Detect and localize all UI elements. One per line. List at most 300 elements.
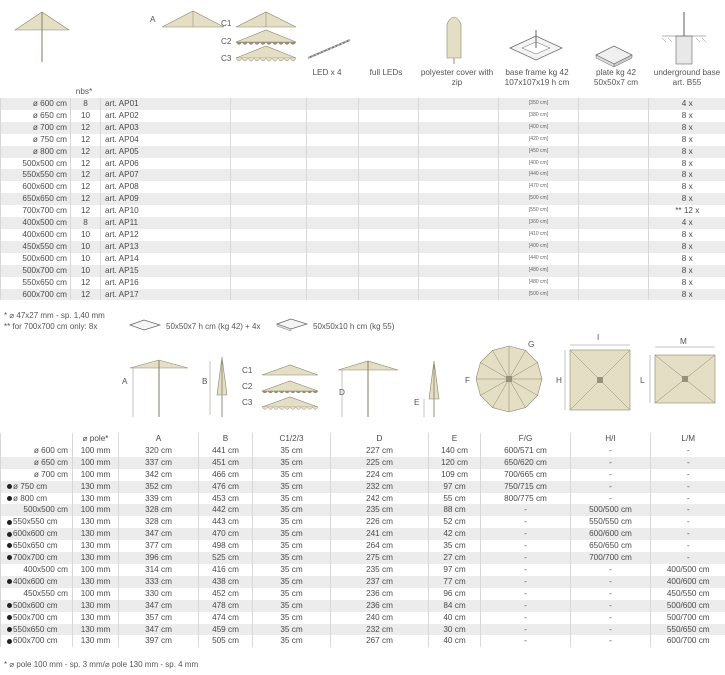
label-full-leds: full LEDs — [369, 68, 403, 77]
led-strip-icon — [308, 40, 350, 58]
a-cell — [231, 146, 307, 158]
full-led-cell — [419, 241, 499, 253]
nbs-cell: 8 — [71, 98, 101, 110]
lm-cell: - — [651, 457, 725, 469]
pole-cell: 130 mm — [73, 612, 119, 624]
full-led-cell — [419, 181, 499, 193]
pole-cell: 130 mm — [73, 481, 119, 493]
d-cell: 224 cm — [331, 469, 429, 481]
article-cell: art. AP03 — [101, 122, 231, 134]
dim-label-f: F — [465, 376, 471, 385]
size-cell: 550x650 cm — [1, 277, 71, 289]
lm-cell: - — [651, 481, 725, 493]
c-cell: 35 cm — [253, 600, 331, 612]
article-cell: art. AP09 — [101, 193, 231, 205]
b-cell: 498 cm — [199, 540, 253, 552]
cover-cell: [410 cm] — [499, 229, 579, 241]
table-row — [1, 635, 725, 647]
b-cell: 438 cm — [199, 576, 253, 588]
led-cell — [359, 181, 419, 193]
cover-cell: [550 cm] — [499, 205, 579, 217]
table-row — [1, 552, 725, 564]
note-1: * ⌀ 47x27 mm - sp. 1,40 mm — [4, 311, 105, 320]
pole-130-marker-icon — [7, 579, 12, 584]
size-label: 500x600 cm — [13, 600, 58, 610]
a-cell: 347 cm — [119, 600, 199, 612]
cover-cell: [470 cm] — [499, 181, 579, 193]
size-label: 500x700 cm — [13, 612, 58, 622]
base-frame-cell — [579, 98, 649, 110]
a-cell — [231, 265, 307, 277]
cover-cell: [480 cm] — [499, 265, 579, 277]
fg-cell: - — [481, 576, 571, 588]
dim-fg-icon — [476, 346, 542, 412]
led-cell — [359, 134, 419, 146]
label-nbs: nbs* — [75, 87, 93, 96]
base-frame-cell — [579, 229, 649, 241]
umbrella-icon — [15, 12, 69, 62]
table-row — [1, 576, 725, 588]
cover-cell: [400 cm] — [499, 158, 579, 170]
a-cell — [231, 122, 307, 134]
note-2a: ** for 700x700 cm only: 8x — [4, 322, 98, 331]
e-cell: 40 cm — [429, 612, 481, 624]
fg-cell: - — [481, 528, 571, 540]
hi-cell: 550/550 cm — [571, 516, 651, 528]
cover-cell: [480 cm] — [499, 277, 579, 289]
a-cell — [231, 253, 307, 265]
column-header: A — [119, 433, 199, 445]
dim-label-d: D — [339, 388, 345, 397]
pole-cell: 130 mm — [73, 635, 119, 647]
size-cell — [1, 516, 73, 528]
full-led-cell — [419, 253, 499, 265]
table-row — [1, 540, 725, 552]
article-cell: art. AP14 — [101, 253, 231, 265]
b-cell: 452 cm — [199, 588, 253, 600]
plate-cell: 8 x — [649, 146, 725, 158]
lm-cell: - — [651, 469, 725, 481]
label-plate: plate kg 42 50x50x7 cm — [593, 68, 639, 87]
c-cell: 35 cm — [253, 540, 331, 552]
a-cell: 397 cm — [119, 635, 199, 647]
full-led-cell — [419, 265, 499, 277]
a-cell — [231, 181, 307, 193]
d-cell: 267 cm — [331, 635, 429, 647]
size-label: 400x600 cm — [13, 576, 58, 586]
table-row — [1, 110, 725, 122]
article-cell: art. AP16 — [101, 277, 231, 289]
full-led-cell — [419, 217, 499, 229]
d-cell: 242 cm — [331, 493, 429, 505]
size-label: ø 600 cm — [33, 445, 68, 455]
size-label: 650x650 cm — [13, 541, 58, 551]
base-frame-cell — [579, 169, 649, 181]
size-cell — [1, 445, 73, 457]
pole-cell: 100 mm — [73, 445, 119, 457]
full-led-cell — [419, 169, 499, 181]
c-cell: 35 cm — [253, 528, 331, 540]
article-cell: art. AP10 — [101, 205, 231, 217]
lm-cell: - — [651, 493, 725, 505]
a-cell: 357 cm — [119, 612, 199, 624]
plate-cell: 8 x — [649, 169, 725, 181]
cover-cell: [400 cm] — [499, 122, 579, 134]
c-cell — [307, 241, 359, 253]
d-cell: 264 cm — [331, 540, 429, 552]
lm-cell: 600/700 cm — [651, 635, 725, 647]
cover-cell: [500 cm] — [499, 193, 579, 205]
pole-130-marker-icon — [7, 543, 12, 548]
base-frame-cell — [579, 134, 649, 146]
cover-cell: [400 cm] — [499, 241, 579, 253]
size-cell — [1, 576, 73, 588]
b-cell: 443 cm — [199, 516, 253, 528]
fg-cell: - — [481, 635, 571, 647]
led-cell — [359, 169, 419, 181]
table-row — [1, 588, 725, 600]
label-led: LED x 4 — [312, 68, 342, 77]
plate-cell: 8 x — [649, 253, 725, 265]
c-cell: 35 cm — [253, 457, 331, 469]
fg-cell: - — [481, 564, 571, 576]
table-row — [1, 600, 725, 612]
led-cell — [359, 193, 419, 205]
cover-cell: [440 cm] — [499, 253, 579, 265]
article-cell: art. AP02 — [101, 110, 231, 122]
led-cell — [359, 110, 419, 122]
size-cell — [1, 540, 73, 552]
fg-cell: - — [481, 588, 571, 600]
table-row — [1, 241, 725, 253]
plate-cell: ** 12 x — [649, 205, 725, 217]
c-cell — [307, 205, 359, 217]
plate-thick-icon — [275, 318, 311, 332]
full-led-cell — [419, 193, 499, 205]
table-row — [1, 122, 725, 134]
lm-cell: - — [651, 504, 725, 516]
size-cell — [1, 528, 73, 540]
base-frame-cell — [579, 241, 649, 253]
a-cell: 339 cm — [119, 493, 199, 505]
table-row — [1, 493, 725, 505]
size-label: 600x600 cm — [13, 529, 58, 539]
column-header: D — [331, 433, 429, 445]
cover-icon — [447, 17, 461, 64]
hi-cell: - — [571, 445, 651, 457]
a-cell — [231, 169, 307, 181]
nbs-cell: 12 — [71, 181, 101, 193]
table-row — [1, 528, 725, 540]
column-header: E — [429, 433, 481, 445]
c-cell: 35 cm — [253, 445, 331, 457]
dimension-illustrations — [0, 335, 725, 427]
full-led-cell — [419, 205, 499, 217]
full-led-cell — [419, 229, 499, 241]
d-cell: 232 cm — [331, 624, 429, 636]
base-frame-cell — [579, 217, 649, 229]
full-led-cell — [419, 122, 499, 134]
label-c2: C2 — [221, 37, 232, 46]
c-cell — [307, 146, 359, 158]
article-cell: art. AP15 — [101, 265, 231, 277]
a-cell — [231, 110, 307, 122]
canopy-a-icon — [162, 11, 224, 27]
a-cell: 328 cm — [119, 504, 199, 516]
size-cell — [1, 635, 73, 647]
d-cell: 237 cm — [331, 576, 429, 588]
size-cell: 400x600 cm — [1, 229, 71, 241]
fg-cell: - — [481, 624, 571, 636]
c-cell: 35 cm — [253, 624, 331, 636]
a-cell — [231, 217, 307, 229]
size-cell — [1, 612, 73, 624]
dim-hi-icon — [565, 345, 630, 410]
article-cell: art. AP12 — [101, 229, 231, 241]
table-row — [1, 229, 725, 241]
table-row — [1, 205, 725, 217]
footnote: * ⌀ pole 100 mm - sp. 3 mm/⌀ pole 130 mm - sp. 4 mm — [4, 660, 199, 669]
size-cell: ø 800 cm — [1, 146, 71, 158]
c-cell — [307, 289, 359, 301]
dim-label-c3: C3 — [242, 398, 253, 407]
table-row — [1, 469, 725, 481]
base-frame-cell — [579, 205, 649, 217]
e-cell: 30 cm — [429, 624, 481, 636]
size-cell — [1, 457, 73, 469]
base-frame-cell — [579, 289, 649, 301]
size-cell — [1, 481, 73, 493]
plate-cell: 8 x — [649, 193, 725, 205]
label-a: A — [150, 15, 156, 24]
pole-cell: 130 mm — [73, 540, 119, 552]
table-row — [1, 169, 725, 181]
lm-cell: 550/650 cm — [651, 624, 725, 636]
a-cell: 352 cm — [119, 481, 199, 493]
table-row — [1, 217, 725, 229]
cover-cell: [420 cm] — [499, 134, 579, 146]
base-frame-cell — [579, 253, 649, 265]
plate-cell: 8 x — [649, 277, 725, 289]
d-cell: 240 cm — [331, 612, 429, 624]
full-led-cell — [419, 146, 499, 158]
table-row — [1, 98, 725, 110]
plate-cell: 8 x — [649, 122, 725, 134]
size-label: ø 700 cm — [33, 469, 68, 479]
e-cell: 52 cm — [429, 516, 481, 528]
size-cell: 550x550 cm — [1, 169, 71, 181]
column-header: C1/2/3 — [253, 433, 331, 445]
article-cell: art. AP06 — [101, 158, 231, 170]
pole-130-marker-icon — [7, 520, 12, 525]
a-cell — [231, 193, 307, 205]
dim-label-h: H — [556, 376, 562, 385]
a-cell — [231, 289, 307, 301]
table-row — [1, 457, 725, 469]
fg-cell: - — [481, 612, 571, 624]
full-led-cell — [419, 158, 499, 170]
plate-icon — [596, 46, 632, 67]
size-label: 450x550 cm — [23, 588, 68, 598]
dim-label-a: A — [122, 377, 128, 386]
size-label: ø 750 cm — [13, 481, 48, 491]
a-cell — [231, 229, 307, 241]
full-led-cell — [419, 289, 499, 301]
hi-cell: 650/650 cm — [571, 540, 651, 552]
hi-cell: 500/500 cm — [571, 504, 651, 516]
b-cell: 442 cm — [199, 504, 253, 516]
led-cell — [359, 265, 419, 277]
b-cell: 441 cm — [199, 445, 253, 457]
c-cell: 35 cm — [253, 516, 331, 528]
e-cell: 40 cm — [429, 635, 481, 647]
table-row — [1, 277, 725, 289]
e-cell: 97 cm — [429, 481, 481, 493]
fg-cell: - — [481, 552, 571, 564]
c-cell — [307, 158, 359, 170]
canopy-c3-icon — [236, 46, 296, 61]
pole-cell: 130 mm — [73, 600, 119, 612]
dim-b-icon — [210, 357, 227, 417]
led-cell — [359, 277, 419, 289]
a-cell: 333 cm — [119, 576, 199, 588]
e-cell: 55 cm — [429, 493, 481, 505]
canopy-c1-icon — [236, 12, 296, 27]
accessories-table — [0, 98, 725, 300]
lm-cell: - — [651, 552, 725, 564]
lm-cell: 400/600 cm — [651, 576, 725, 588]
led-cell — [359, 98, 419, 110]
c-cell: 35 cm — [253, 612, 331, 624]
nbs-cell: 12 — [71, 193, 101, 205]
pole-cell: 100 mm — [73, 469, 119, 481]
pole-cell: 130 mm — [73, 552, 119, 564]
size-cell: 700x700 cm — [1, 205, 71, 217]
cover-cell: [500 cm] — [499, 289, 579, 301]
fg-cell: 800/775 cm — [481, 493, 571, 505]
base-frame-cell — [579, 181, 649, 193]
lm-cell: 500/700 cm — [651, 612, 725, 624]
b-cell: 474 cm — [199, 612, 253, 624]
size-cell — [1, 469, 73, 481]
full-led-cell — [419, 98, 499, 110]
size-cell: 650x650 cm — [1, 193, 71, 205]
led-cell — [359, 205, 419, 217]
hi-cell: - — [571, 564, 651, 576]
pole-130-marker-icon — [7, 532, 12, 537]
a-cell: 377 cm — [119, 540, 199, 552]
label-c3: C3 — [221, 54, 232, 63]
size-cell — [1, 624, 73, 636]
article-cell: art. AP17 — [101, 289, 231, 301]
pole-130-marker-icon — [7, 603, 12, 608]
c-cell — [307, 122, 359, 134]
table-row — [1, 624, 725, 636]
table-row — [1, 612, 725, 624]
b-cell: 459 cm — [199, 624, 253, 636]
underground-base-icon — [662, 12, 706, 64]
d-cell: 235 cm — [331, 564, 429, 576]
article-cell: art. AP11 — [101, 217, 231, 229]
b-cell: 505 cm — [199, 635, 253, 647]
size-label: ø 650 cm — [33, 457, 68, 467]
size-label: 600x700 cm — [13, 636, 58, 646]
c-cell: 35 cm — [253, 504, 331, 516]
lm-cell: - — [651, 528, 725, 540]
size-cell: ø 600 cm — [1, 98, 71, 110]
dim-d-icon — [338, 361, 398, 417]
c-cell — [307, 265, 359, 277]
a-cell: 328 cm — [119, 516, 199, 528]
base-frame-cell — [579, 146, 649, 158]
c-cell: 35 cm — [253, 469, 331, 481]
pole-cell: 130 mm — [73, 624, 119, 636]
e-cell: 97 cm — [429, 564, 481, 576]
c-cell: 35 cm — [253, 481, 331, 493]
column-header: ⌀ pole* — [73, 433, 119, 445]
nbs-cell: 12 — [71, 205, 101, 217]
e-cell: 96 cm — [429, 588, 481, 600]
hi-cell: - — [571, 469, 651, 481]
hi-cell: - — [571, 612, 651, 624]
e-cell: 84 cm — [429, 600, 481, 612]
size-cell — [1, 493, 73, 505]
c-cell — [307, 229, 359, 241]
nbs-cell: 12 — [71, 289, 101, 301]
a-cell: 347 cm — [119, 624, 199, 636]
d-cell: 241 cm — [331, 528, 429, 540]
nbs-cell: 12 — [71, 122, 101, 134]
led-cell — [359, 241, 419, 253]
c-cell: 35 cm — [253, 588, 331, 600]
c-cell: 35 cm — [253, 552, 331, 564]
nbs-cell: 10 — [71, 229, 101, 241]
nbs-cell: 12 — [71, 158, 101, 170]
size-cell: ø 700 cm — [1, 122, 71, 134]
c-cell: 35 cm — [253, 564, 331, 576]
size-cell: 500x700 cm — [1, 265, 71, 277]
dim-label-i: I — [597, 333, 600, 342]
full-led-cell — [419, 277, 499, 289]
e-cell: 42 cm — [429, 528, 481, 540]
canopy-c2-icon — [236, 30, 296, 45]
led-cell — [359, 122, 419, 134]
table-row — [1, 134, 725, 146]
b-cell: 525 cm — [199, 552, 253, 564]
c-cell — [307, 193, 359, 205]
dim-label-g: G — [528, 340, 535, 349]
base-frame-cell — [579, 265, 649, 277]
table-row — [1, 504, 725, 516]
size-cell: 600x600 cm — [1, 181, 71, 193]
a-cell: 314 cm — [119, 564, 199, 576]
full-led-cell — [419, 110, 499, 122]
table-row — [1, 253, 725, 265]
size-cell: 600x700 cm — [1, 289, 71, 301]
table-row — [1, 289, 725, 301]
base-frame-icon — [510, 30, 562, 60]
pole-cell: 100 mm — [73, 588, 119, 600]
hi-cell: - — [571, 457, 651, 469]
dimensions-table — [0, 433, 725, 647]
size-cell — [1, 600, 73, 612]
fg-cell: - — [481, 600, 571, 612]
base-frame-cell — [579, 158, 649, 170]
base-frame-cell — [579, 277, 649, 289]
article-cell: art. AP07 — [101, 169, 231, 181]
nbs-cell: 10 — [71, 265, 101, 277]
column-header: B — [199, 433, 253, 445]
